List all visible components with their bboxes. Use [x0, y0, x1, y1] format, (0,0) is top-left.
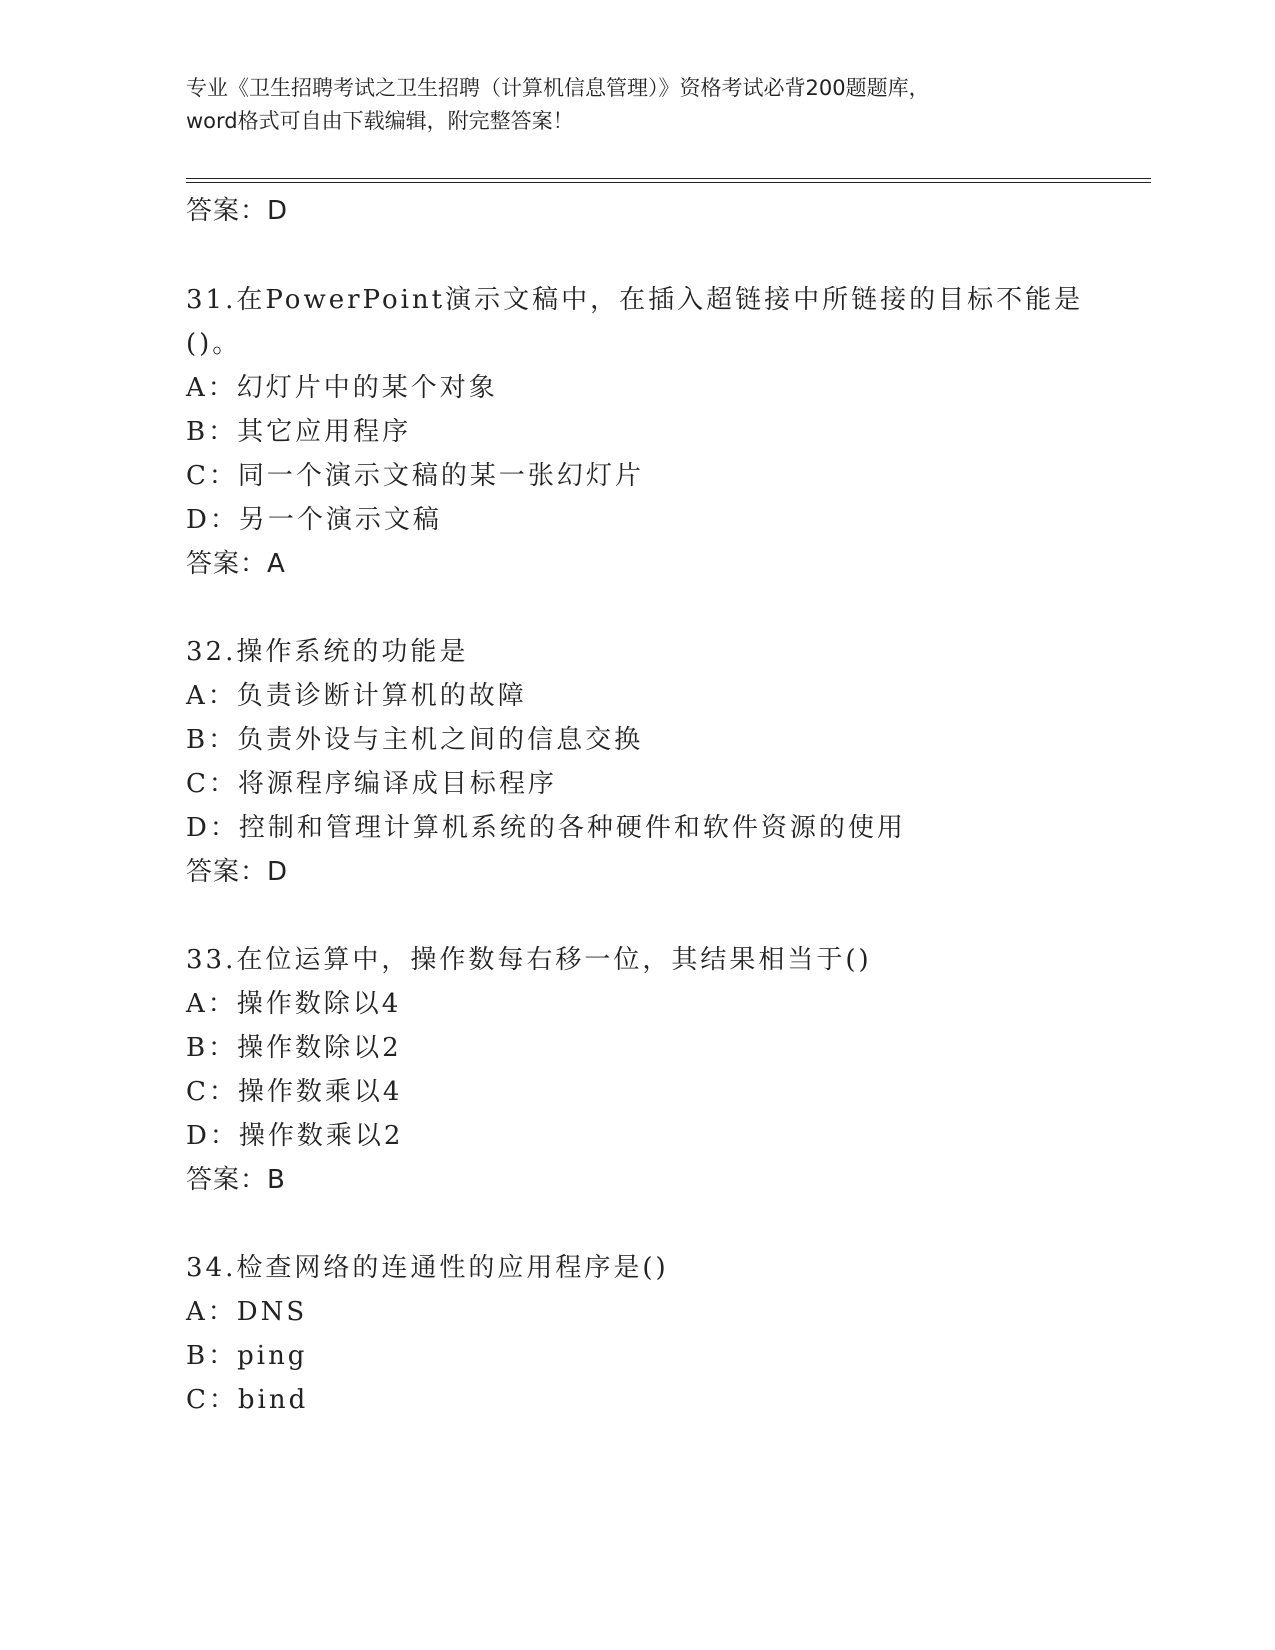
previous-answer: 答案：D	[186, 196, 289, 226]
question-31-stem-line-2: ()。	[186, 329, 242, 359]
question-31-option-c: C：同一个演示文稿的某一张幻灯片	[186, 461, 644, 491]
question-31-stem-line-1: 31.在PowerPoint演示文稿中，在插入超链接中所链接的目标不能是	[186, 285, 1084, 315]
header-line-1: 专业《卫生招聘考试之卫生招聘（计算机信息管理）》资格考试必背200题题库，	[186, 76, 930, 100]
question-32-answer: 答案：D	[186, 857, 289, 887]
header-line-2: word格式可自由下载编辑，附完整答案！	[186, 109, 574, 133]
header-divider-top	[186, 178, 1151, 179]
question-34-stem: 34.检查网络的连通性的应用程序是()	[186, 1253, 669, 1283]
question-32-option-b: B：负责外设与主机之间的信息交换	[186, 725, 644, 755]
question-32-option-a: A：负责诊断计算机的故障	[186, 681, 527, 711]
question-33-stem: 33.在位运算中，操作数每右移一位，其结果相当于()	[186, 945, 872, 975]
document-header	[186, 72, 1086, 138]
question-32-option-d: D：控制和管理计算机系统的各种硬件和软件资源的使用	[186, 813, 906, 843]
question-32-option-c: C：将源程序编译成目标程序	[186, 769, 557, 799]
question-33-option-a: A：操作数除以4	[186, 989, 402, 1019]
question-34-option-a: A：DNS	[186, 1297, 308, 1327]
question-34-option-b: B：ping	[186, 1341, 308, 1371]
question-33-option-d: D：操作数乘以2	[186, 1121, 404, 1151]
question-33-option-c: C：操作数乘以4	[186, 1077, 403, 1107]
question-31-option-d: D：另一个演示文稿	[186, 505, 442, 535]
question-31-option-b: B：其它应用程序	[186, 417, 412, 447]
question-33-answer: 答案：B	[186, 1165, 286, 1195]
question-32-stem: 32.操作系统的功能是	[186, 637, 469, 667]
question-34-option-c: C：bind	[186, 1385, 309, 1415]
question-31-option-a: A：幻灯片中的某个对象	[186, 373, 498, 403]
question-33-option-b: B：操作数除以2	[186, 1033, 402, 1063]
header-divider-bottom	[186, 182, 1151, 183]
question-31-answer: 答案：A	[186, 549, 286, 579]
